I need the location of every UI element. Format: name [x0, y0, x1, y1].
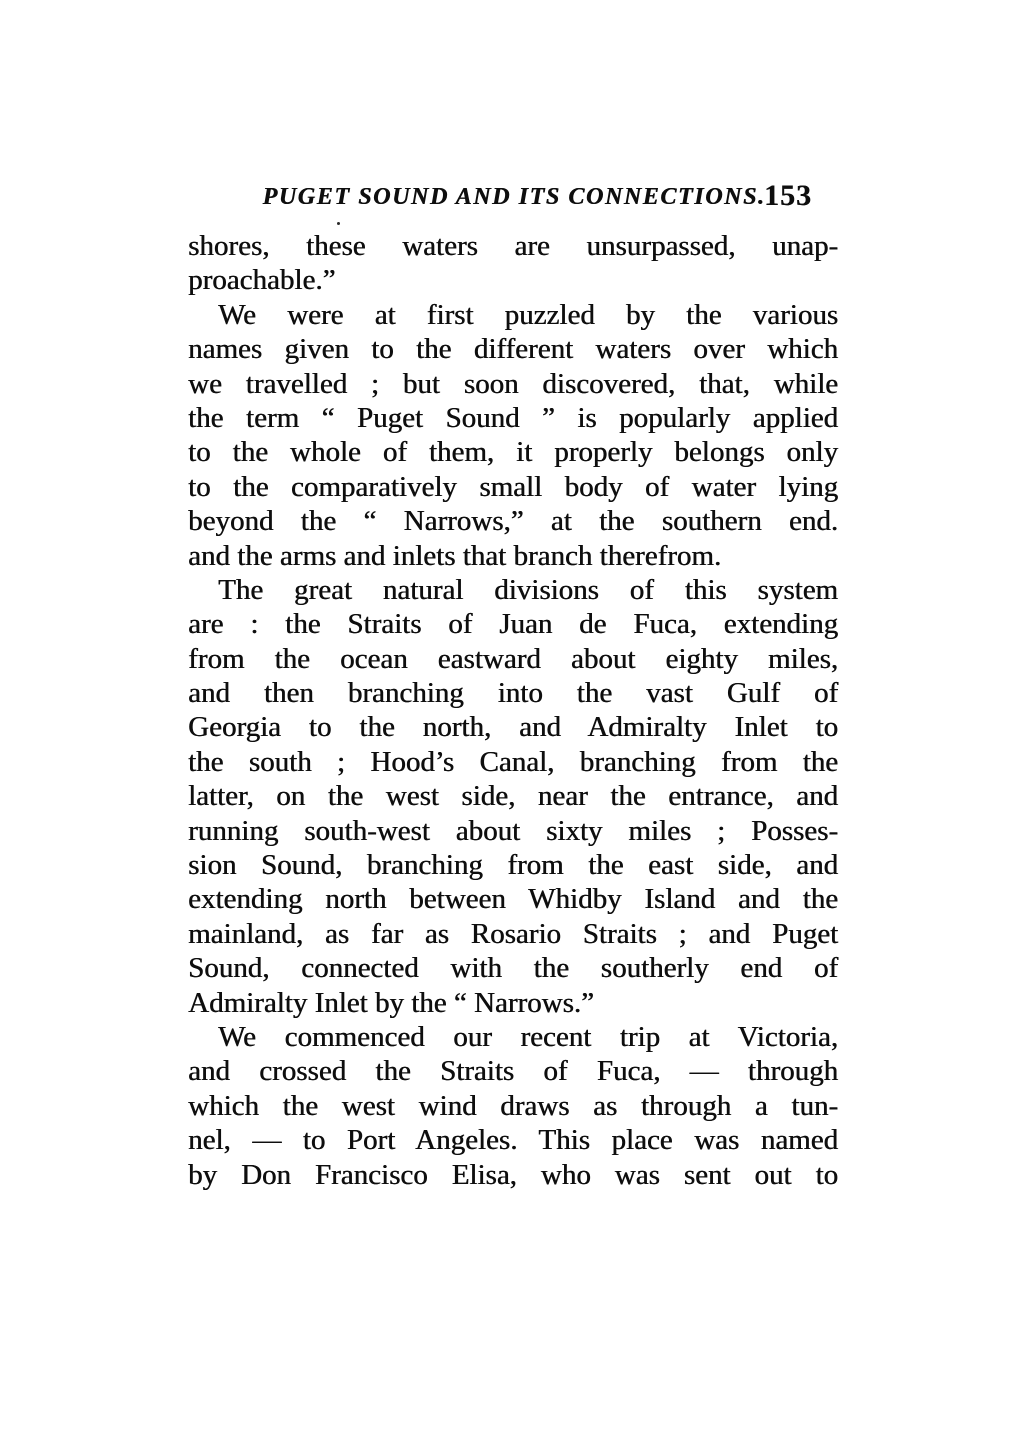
running-title: PUGET SOUND AND ITS CONNECTIONS.	[262, 184, 766, 210]
text-line: sion Sound, branching from the east side, and	[188, 849, 838, 882]
text-line: mainland, as far as Rosario Straits ; and Puget	[188, 917, 838, 950]
page-body	[188, 229, 838, 1192]
text-line: we travelled ; but soon discovered, that, while	[188, 367, 838, 400]
text-line: nel, — to Port Angeles. This place was named	[188, 1124, 838, 1157]
text-line: by Don Francisco Elisa, who was sent out to	[188, 1158, 838, 1191]
text-line: to the whole of them, it properly belongs only	[188, 436, 838, 469]
text-line: are : the Straits of Juan de Fuca, extending	[188, 608, 838, 641]
text-line: the south ; Hood’s Canal, branching from the	[188, 745, 838, 778]
text-line: and crossed the Straits of Fuca, — through	[188, 1055, 838, 1088]
text-line: and the arms and inlets that branch therefrom.	[188, 539, 722, 572]
text-line: Georgia to the north, and Admiralty Inlet to	[188, 711, 838, 744]
text-line: The great natural divisions of this system	[218, 573, 838, 606]
text-line: beyond the “ Narrows,” at the southern end.	[188, 505, 838, 538]
text-line: running south-west about sixty miles ; Posses-	[188, 814, 838, 847]
text-line: We commenced our recent trip at Victoria,	[218, 1020, 838, 1053]
text-line: the term “ Puget Sound ” is popularly applied	[188, 401, 838, 434]
page-header	[190, 179, 838, 214]
text-line: to the comparatively small body of water lying	[188, 470, 838, 503]
text-line: proachable.”	[188, 264, 336, 297]
scan-speck	[337, 222, 340, 225]
text-line: from the ocean eastward about eighty miles,	[188, 642, 838, 675]
text-line: names given to the different waters over which	[188, 333, 838, 366]
text-line: latter, on the west side, near the entrance, and	[188, 780, 838, 813]
text-line: shores, these waters are unsurpassed, unap-	[188, 230, 838, 262]
text-line: We were at first puzzled by the various	[218, 298, 838, 331]
text-line: extending north between Whidby Island and the	[188, 883, 838, 916]
text-line: and then branching into the vast Gulf of	[188, 677, 838, 710]
text-line: which the west wind draws as through a tun-	[188, 1089, 838, 1122]
page-number: 153	[764, 179, 812, 212]
text-line: Admiralty Inlet by the “ Narrows.”	[188, 986, 594, 1019]
text-line: Sound, connected with the southerly end of	[188, 952, 838, 985]
